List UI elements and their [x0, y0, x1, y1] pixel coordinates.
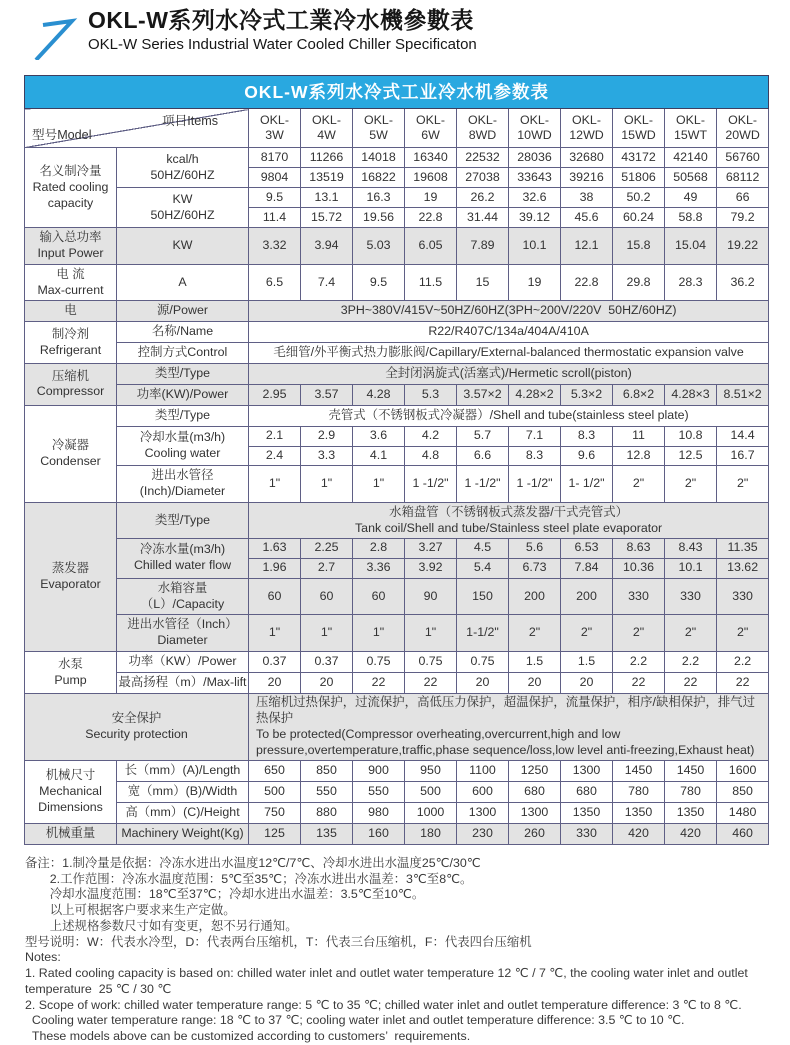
data-cell: 60 — [353, 578, 405, 615]
data-cell: 20 — [509, 673, 561, 694]
data-cell: 1450 — [613, 761, 665, 782]
data-cell: 28.3 — [665, 264, 717, 301]
data-cell: 20 — [457, 673, 509, 694]
data-cell: 4.1 — [353, 446, 405, 466]
span-value-cell: R22/R407C/134a/404A/410A — [249, 322, 769, 343]
data-cell: 16340 — [405, 148, 457, 168]
data-cell: 19608 — [405, 168, 457, 188]
data-cell: 1250 — [509, 761, 561, 782]
table-row — [25, 761, 769, 782]
data-cell: 39216 — [561, 168, 613, 188]
data-cell: 27038 — [457, 168, 509, 188]
item-label-cell: 高（mm）(C)/Height — [117, 803, 249, 824]
item-label-cell: 类型/Type — [117, 405, 249, 426]
item-label-cell: 源/Power — [117, 301, 249, 322]
data-cell: 1350 — [665, 803, 717, 824]
data-cell: 8170 — [249, 148, 301, 168]
group-label-cell: 名义制冷量 Rated cooling capacity — [25, 148, 117, 228]
data-cell: 5.6 — [509, 538, 561, 558]
data-cell: 0.37 — [301, 652, 353, 673]
table-row — [25, 538, 769, 558]
model-header-cell: OKL- 8WD — [457, 109, 509, 148]
table-row — [25, 503, 769, 539]
data-cell: 200 — [561, 578, 613, 615]
data-cell: 330 — [613, 578, 665, 615]
data-cell: 10.1 — [509, 227, 561, 264]
data-cell: 58.8 — [665, 208, 717, 228]
data-cell: 150 — [457, 578, 509, 615]
group-label-cell: 机械尺寸 Mechanical Dimensions — [25, 761, 117, 824]
data-cell: 2" — [509, 615, 561, 652]
group-label-cell: 电 — [25, 301, 117, 322]
note-line: 备注：1.制冷量是依据：冷冻水进出水温度12℃/7℃、冷却水进出水温度25℃/30℃ — [25, 855, 481, 870]
data-cell: 2.4 — [249, 446, 301, 466]
data-cell: 3.6 — [353, 426, 405, 446]
group-label-cell: 输入总功率 Input Power — [25, 227, 117, 264]
data-cell: 60.24 — [613, 208, 665, 228]
data-cell: 60 — [301, 578, 353, 615]
span-value-cell: 水箱盘管（不锈钢板式蒸发器/干式壳管式） Tank coil/Shell and tube/Stainless steel plate evaporator — [249, 503, 769, 539]
data-cell: 56760 — [717, 148, 769, 168]
data-cell: 1" — [249, 466, 301, 503]
corner-model-label: 型号Model — [32, 128, 92, 143]
table-row — [25, 782, 769, 803]
data-cell: 200 — [509, 578, 561, 615]
data-cell: 1 -1/2" — [509, 466, 561, 503]
data-cell: 7.84 — [561, 558, 613, 578]
data-cell: 160 — [353, 824, 405, 845]
data-cell: 42140 — [665, 148, 717, 168]
data-cell: 420 — [665, 824, 717, 845]
data-cell: 6.8×2 — [613, 384, 665, 405]
data-cell: 11266 — [301, 148, 353, 168]
item-label-cell: 功率（KW）/Power — [117, 652, 249, 673]
note-line: 上述规格参数尺寸如有变更，恕不另行通知。 — [25, 918, 298, 933]
data-cell: 13519 — [301, 168, 353, 188]
data-cell: 1450 — [665, 761, 717, 782]
data-cell: 8.51×2 — [717, 384, 769, 405]
data-cell: 36.2 — [717, 264, 769, 301]
span-value-cell: 压缩机过热保护，过流保护，高低压力保护，超温保护，流量保护，相序/缺相保护，排气过热保护 To be protected(Compressor overheating,overcurrent,high and low pressure,overtemperature,traffic,phase sequence/loss,low level anti-freezing,Exhaust heat) — [249, 693, 769, 761]
item-label-cell: 功率(KW)/Power — [117, 384, 249, 405]
brand-arrow-icon — [26, 12, 78, 60]
model-header-cell: OKL- 5W — [353, 109, 405, 148]
data-cell: 2" — [717, 466, 769, 503]
data-cell: 14018 — [353, 148, 405, 168]
data-cell: 780 — [665, 782, 717, 803]
table-row — [25, 301, 769, 322]
data-cell: 8.43 — [665, 538, 717, 558]
data-cell: 5.4 — [457, 558, 509, 578]
data-cell: 600 — [457, 782, 509, 803]
page-subtitle: OKL-W Series Industrial Water Cooled Chiller Specificaton — [88, 36, 477, 54]
data-cell: 1300 — [457, 803, 509, 824]
data-cell: 4.2 — [405, 426, 457, 446]
data-cell: 3.94 — [301, 227, 353, 264]
data-cell: 2.2 — [613, 652, 665, 673]
notes-block — [25, 856, 790, 1045]
data-cell: 2" — [561, 615, 613, 652]
data-cell: 1- 1/2" — [561, 466, 613, 503]
data-cell: 22 — [613, 673, 665, 694]
table-row — [25, 343, 769, 364]
data-cell: 10.1 — [665, 558, 717, 578]
data-cell: 4.28 — [353, 384, 405, 405]
data-cell: 12.5 — [665, 446, 717, 466]
data-cell: 90 — [405, 578, 457, 615]
table-row — [25, 615, 769, 652]
item-label-cell: 进出水管径 (Inch)/Diameter — [117, 466, 249, 503]
table-row — [25, 673, 769, 694]
data-cell: 22 — [353, 673, 405, 694]
data-cell: 31.44 — [457, 208, 509, 228]
model-header-cell: OKL- 4W — [301, 109, 353, 148]
data-cell: 1 -1/2" — [405, 466, 457, 503]
group-label-cell: 蒸发器 Evaporator — [25, 503, 117, 652]
group-label-cell: 电 流 Max-current — [25, 264, 117, 301]
data-cell: 550 — [301, 782, 353, 803]
data-cell: 1350 — [613, 803, 665, 824]
data-cell: 33643 — [509, 168, 561, 188]
item-label-cell: KW — [117, 227, 249, 264]
item-label-cell: 宽（mm）(B)/Width — [117, 782, 249, 803]
table-row — [25, 693, 769, 761]
data-cell: 39.12 — [509, 208, 561, 228]
data-cell: 1" — [405, 615, 457, 652]
item-label-cell: A — [117, 264, 249, 301]
data-cell: 22 — [717, 673, 769, 694]
data-cell: 1-1/2" — [457, 615, 509, 652]
table-row — [25, 405, 769, 426]
data-cell: 4.5 — [457, 538, 509, 558]
group-label-cell: 机械重量 — [25, 824, 117, 845]
table-row — [25, 803, 769, 824]
data-cell: 460 — [717, 824, 769, 845]
data-cell: 19.22 — [717, 227, 769, 264]
data-cell: 2.8 — [353, 538, 405, 558]
data-cell: 230 — [457, 824, 509, 845]
data-cell: 750 — [249, 803, 301, 824]
data-cell: 550 — [353, 782, 405, 803]
data-cell: 20 — [561, 673, 613, 694]
data-cell: 330 — [665, 578, 717, 615]
data-cell: 45.6 — [561, 208, 613, 228]
data-cell: 1350 — [561, 803, 613, 824]
data-cell: 7.89 — [457, 227, 509, 264]
item-label-cell: kcal/h 50HZ/60HZ — [117, 148, 249, 188]
data-cell: 12.8 — [613, 446, 665, 466]
page-title: OKL-W系列水冷式工業冷水機參數表 — [88, 7, 474, 33]
data-cell: 850 — [717, 782, 769, 803]
group-label-cell: 制冷剂 Refrigerant — [25, 322, 117, 364]
data-cell: 0.75 — [405, 652, 457, 673]
data-cell: 0.75 — [457, 652, 509, 673]
table-row — [25, 426, 769, 446]
data-cell: 22 — [665, 673, 717, 694]
item-label-cell: 名称/Name — [117, 322, 249, 343]
data-cell: 19 — [509, 264, 561, 301]
data-cell: 16.7 — [717, 446, 769, 466]
data-cell: 2" — [665, 466, 717, 503]
data-cell: 135 — [301, 824, 353, 845]
data-cell: 9804 — [249, 168, 301, 188]
data-cell: 11.4 — [249, 208, 301, 228]
data-cell: 15.04 — [665, 227, 717, 264]
data-cell: 19 — [405, 188, 457, 208]
data-cell: 2.7 — [301, 558, 353, 578]
data-cell: 6.73 — [509, 558, 561, 578]
model-header-cell: OKL- 12WD — [561, 109, 613, 148]
data-cell: 1300 — [509, 803, 561, 824]
note-line: 1. Rated cooling capacity is based on: chilled water inlet and outlet water temperature 12 ℃ / 7 ℃, the cooling water inlet and outlet — [25, 966, 748, 981]
item-label-cell: 最高扬程（m）/Max-lift — [117, 673, 249, 694]
data-cell: 9.6 — [561, 446, 613, 466]
data-cell: 680 — [509, 782, 561, 803]
data-cell: 2.9 — [301, 426, 353, 446]
table-row — [25, 384, 769, 405]
data-cell: 1300 — [561, 761, 613, 782]
note-line: Notes: — [25, 950, 61, 965]
table-row — [25, 264, 769, 301]
item-label-cell: KW 50HZ/60HZ — [117, 188, 249, 228]
data-cell: 1 -1/2" — [457, 466, 509, 503]
spec-table-wrapper — [24, 75, 790, 845]
data-cell: 260 — [509, 824, 561, 845]
data-cell: 10.8 — [665, 426, 717, 446]
table-header-row — [25, 109, 769, 148]
data-cell: 5.03 — [353, 227, 405, 264]
data-cell: 950 — [405, 761, 457, 782]
data-cell: 7.1 — [509, 426, 561, 446]
data-cell: 3.3 — [301, 446, 353, 466]
data-cell: 66 — [717, 188, 769, 208]
data-cell: 38 — [561, 188, 613, 208]
data-cell: 780 — [613, 782, 665, 803]
data-cell: 15.8 — [613, 227, 665, 264]
data-cell: 7.4 — [301, 264, 353, 301]
data-cell: 0.75 — [353, 652, 405, 673]
data-cell: 5.7 — [457, 426, 509, 446]
data-cell: 1.96 — [249, 558, 301, 578]
data-cell: 43172 — [613, 148, 665, 168]
note-line: 以上可根据客户要求来生产定做。 — [25, 903, 236, 918]
data-cell: 1" — [249, 615, 301, 652]
data-cell: 1" — [301, 466, 353, 503]
table-row — [25, 466, 769, 503]
data-cell: 16.3 — [353, 188, 405, 208]
data-cell: 1600 — [717, 761, 769, 782]
item-label-cell: 进出水管径（Inch） Diameter — [117, 615, 249, 652]
data-cell: 500 — [405, 782, 457, 803]
model-header-cell: OKL- 15WT — [665, 109, 717, 148]
model-header-cell: OKL- 15WD — [613, 109, 665, 148]
data-cell: 500 — [249, 782, 301, 803]
note-line: 2.工作范围：冷冻水温度范围：5℃至35℃；冷冻水进出水温差：3℃至8℃。 — [25, 871, 473, 886]
data-cell: 650 — [249, 761, 301, 782]
data-cell: 1" — [353, 466, 405, 503]
group-label-cell: 水泵 Pump — [25, 652, 117, 694]
model-header-cell: OKL- 10WD — [509, 109, 561, 148]
data-cell: 68112 — [717, 168, 769, 188]
data-cell: 125 — [249, 824, 301, 845]
data-cell: 1.5 — [561, 652, 613, 673]
data-cell: 900 — [353, 761, 405, 782]
data-cell: 11 — [613, 426, 665, 446]
data-cell: 3.32 — [249, 227, 301, 264]
data-cell: 3.36 — [353, 558, 405, 578]
data-cell: 8.3 — [561, 426, 613, 446]
data-cell: 2.1 — [249, 426, 301, 446]
data-cell: 20 — [249, 673, 301, 694]
data-cell: 3.27 — [405, 538, 457, 558]
note-line: 型号说明：W：代表水冷型，D：代表两台压缩机，T：代表三台压缩机，F：代表四台压缩机 — [25, 934, 532, 949]
data-cell: 3.57 — [301, 384, 353, 405]
group-label-cell: 冷凝器 Condenser — [25, 405, 117, 502]
table-row — [25, 652, 769, 673]
data-cell: 28036 — [509, 148, 561, 168]
data-cell: 60 — [249, 578, 301, 615]
data-cell: 26.2 — [457, 188, 509, 208]
item-label-cell: 类型/Type — [117, 503, 249, 539]
data-cell: 50568 — [665, 168, 717, 188]
data-cell: 9.5 — [249, 188, 301, 208]
data-cell: 6.6 — [457, 446, 509, 466]
data-cell: 12.1 — [561, 227, 613, 264]
data-cell: 2.2 — [717, 652, 769, 673]
corner-cell — [25, 109, 249, 148]
data-cell: 2" — [613, 466, 665, 503]
data-cell: 8.3 — [509, 446, 561, 466]
note-line: 冷却水温度范围：18℃至37℃；冷却水进出水温差：3.5℃至10℃。 — [25, 887, 425, 902]
model-header-cell: OKL- 6W — [405, 109, 457, 148]
data-cell: 19.56 — [353, 208, 405, 228]
span-value-cell: 毛细管/外平衡式热力膨胀阀/Capillary/External-balanced thermostatic expansion valve — [249, 343, 769, 364]
data-cell: 1.5 — [509, 652, 561, 673]
note-line: These models above can be customized according to customers’ requirements. — [25, 1029, 471, 1044]
data-cell: 11.35 — [717, 538, 769, 558]
data-cell: 9.5 — [353, 264, 405, 301]
data-cell: 29.8 — [613, 264, 665, 301]
table-caption-row — [25, 76, 769, 109]
data-cell: 420 — [613, 824, 665, 845]
table-title: OKL-W系列水冷式工业冷水机参数表 — [25, 76, 769, 109]
data-cell: 4.28×3 — [665, 384, 717, 405]
data-cell: 3.92 — [405, 558, 457, 578]
data-cell: 2" — [665, 615, 717, 652]
span-value-cell: 壳管式（不锈钢板式冷凝器）/Shell and tube(stainless steel plate) — [249, 405, 769, 426]
data-cell: 3.57×2 — [457, 384, 509, 405]
data-cell: 180 — [405, 824, 457, 845]
data-cell: 13.62 — [717, 558, 769, 578]
data-cell: 79.2 — [717, 208, 769, 228]
data-cell: 5.3×2 — [561, 384, 613, 405]
page-header — [0, 0, 790, 60]
group-label-cell: 压缩机 Compressor — [25, 364, 117, 406]
data-cell: 32.6 — [509, 188, 561, 208]
data-cell: 2.95 — [249, 384, 301, 405]
table-row — [25, 188, 769, 208]
data-cell: 22.8 — [561, 264, 613, 301]
data-cell: 22 — [405, 673, 457, 694]
spec-table — [24, 75, 769, 845]
item-label-cell: Machinery Weight(Kg) — [117, 824, 249, 845]
data-cell: 680 — [561, 782, 613, 803]
note-line: 2. Scope of work: chilled water temperature range: 5 ℃ to 35 ℃; chilled water inlet and outlet temperature difference: 3 ℃ to 8 ℃. — [25, 997, 742, 1012]
item-label-cell: 冷却水量(m3/h) Cooling water — [117, 426, 249, 466]
data-cell: 4.8 — [405, 446, 457, 466]
table-row — [25, 824, 769, 845]
table-row — [25, 364, 769, 385]
model-header-cell: OKL- 20WD — [717, 109, 769, 148]
data-cell: 50.2 — [613, 188, 665, 208]
data-cell: 2" — [717, 615, 769, 652]
model-header-cell: OKL- 3W — [249, 109, 301, 148]
data-cell: 2.2 — [665, 652, 717, 673]
data-cell: 1480 — [717, 803, 769, 824]
data-cell: 32680 — [561, 148, 613, 168]
data-cell: 2.25 — [301, 538, 353, 558]
data-cell: 14.4 — [717, 426, 769, 446]
data-cell: 8.63 — [613, 538, 665, 558]
item-label-cell: 控制方式Control — [117, 343, 249, 364]
corner-items-label: 项目Items — [162, 114, 218, 129]
data-cell: 1" — [353, 615, 405, 652]
note-line: Cooling water temperature range: 18 ℃ to 37 ℃; cooling water inlet and outlet temperature difference: 3.5 ℃ to 10 ℃. — [25, 1013, 685, 1028]
data-cell: 11.5 — [405, 264, 457, 301]
item-label-cell: 冷冻水量(m3/h) Chilled water flow — [117, 538, 249, 578]
data-cell: 0.37 — [249, 652, 301, 673]
data-cell: 5.3 — [405, 384, 457, 405]
note-line: temperature 25 ℃ / 30 ℃ — [25, 981, 172, 996]
data-cell: 16822 — [353, 168, 405, 188]
data-cell: 20 — [301, 673, 353, 694]
data-cell: 10.36 — [613, 558, 665, 578]
data-cell: 330 — [717, 578, 769, 615]
data-cell: 4.28×2 — [509, 384, 561, 405]
table-row — [25, 227, 769, 264]
group-label-cell: 安全保护 Security protection — [25, 693, 249, 761]
item-label-cell: 类型/Type — [117, 364, 249, 385]
data-cell: 15.72 — [301, 208, 353, 228]
item-label-cell: 长（mm）(A)/Length — [117, 761, 249, 782]
data-cell: 6.53 — [561, 538, 613, 558]
table-row — [25, 578, 769, 615]
data-cell: 22.8 — [405, 208, 457, 228]
data-cell: 980 — [353, 803, 405, 824]
data-cell: 13.1 — [301, 188, 353, 208]
data-cell: 330 — [561, 824, 613, 845]
data-cell: 6.5 — [249, 264, 301, 301]
span-value-cell: 3PH~380V/415V~50HZ/60HZ(3PH~200V/220V 50HZ/60HZ) — [249, 301, 769, 322]
data-cell: 6.05 — [405, 227, 457, 264]
span-value-cell: 全封闭涡旋式(活塞式)/Hermetic scroll(piston) — [249, 364, 769, 385]
data-cell: 1.63 — [249, 538, 301, 558]
item-label-cell: 水箱容量（L）/Capacity — [117, 578, 249, 615]
data-cell: 49 — [665, 188, 717, 208]
table-row — [25, 148, 769, 168]
data-cell: 51806 — [613, 168, 665, 188]
data-cell: 2" — [613, 615, 665, 652]
data-cell: 1000 — [405, 803, 457, 824]
data-cell: 15 — [457, 264, 509, 301]
data-cell: 1" — [301, 615, 353, 652]
data-cell: 1100 — [457, 761, 509, 782]
data-cell: 850 — [301, 761, 353, 782]
table-row — [25, 322, 769, 343]
data-cell: 22532 — [457, 148, 509, 168]
data-cell: 880 — [301, 803, 353, 824]
